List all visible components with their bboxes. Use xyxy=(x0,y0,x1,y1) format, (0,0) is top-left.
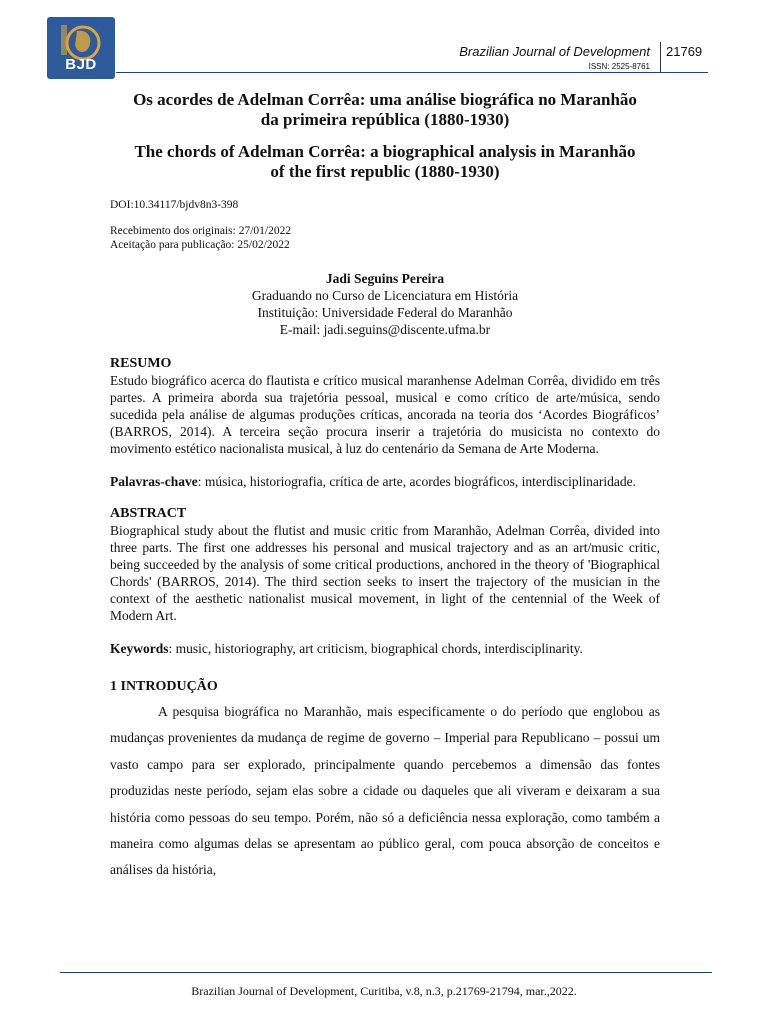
title-pt-line1: Os acordes de Adelman Corrêa: uma análise biográfica no Maranhão xyxy=(133,90,637,109)
introduction-heading: 1 INTRODUÇÃO xyxy=(110,679,218,694)
doi: DOI:10.34117/bjdv8n3-398 xyxy=(110,199,239,211)
palavras-chave-label: Palavras-chave xyxy=(110,474,198,489)
logo-text: BJD xyxy=(65,56,97,73)
dates xyxy=(110,224,660,252)
author-email: E-mail: jadi.seguins@discente.ufma.br xyxy=(279,322,491,337)
accepted-date: Aceitação para publicação: 25/02/2022 xyxy=(110,239,290,251)
resumo-heading: RESUMO xyxy=(110,356,172,371)
article-content xyxy=(110,90,660,884)
abstract-text: Biographical study about the flutist and music critic from Maranhão, Adelman Corrêa, divided into three parts. The first one addresses his personal and musical trajectory and as an art/music critic, being succeeded by the analysis of some critical productions, anchored in the theory of 'Biographical Chords' (BARROS, 2014). The third section seeks to insert the trajectory of the musician in the context of the aesthetic nationalist musical movement, in light of the centennial of the Week of Modern Art. xyxy=(110,523,660,623)
author-block xyxy=(110,270,660,338)
resumo-text: Estudo biográfico acerca do flautista e crítico musical maranhense Adelman Corrêa, dividido em três partes. A primeira aborda sua trajetória pessoal, musical e como crítico de arte/música, sendo sucedida pela análise de algumas produções críticas, ancorada na teoria dos ‘Acordes Biográficos’ (BARROS, 2014). A terceira seção procura inserir a trajetória do musicista no contexto do movimento estético nacionalista musical, à luz do centenário da Semana de Arte Moderna. xyxy=(110,373,660,456)
footer-citation: Brazilian Journal of Development, Curitiba, v.8, n.3, p.21769-21794, mar.,2022. xyxy=(191,984,577,998)
abstract-section xyxy=(110,506,660,624)
palavras-chave xyxy=(110,473,660,490)
introduction-text: A pesquisa biográfica no Maranhão, mais especificamente o do período que englobou as mudanças provenientes da mudança de regime de governo – Imperial para Republicano – possui um vasto campo para ser explorado, principalmente quando percebemos a dimensão das fontes produzidas neste período, sejam elas sobre a cidade ou daqueles que ali viveram e deixaram a sua história como pessoas do seu tempo. Porém, não só a deficiência nessa exploração, como também a maneira como algumas delas se apresentam ao público geral, com pouca absorção de conceitos e análises da história, xyxy=(110,704,660,878)
keywords-text: : music, historiography, art criticism, biographical chords, interdisciplinarity. xyxy=(168,641,583,656)
author-affiliation-course: Graduando no Curso de Licenciatura em História xyxy=(251,288,519,303)
keywords-label: Keywords xyxy=(110,641,169,656)
footer-rule xyxy=(60,972,712,973)
author-affiliation-institution: Instituição: Universidade Federal do Maranhão xyxy=(257,305,513,320)
header-rule xyxy=(116,72,708,73)
received-date: Recebimento dos originais: 27/01/2022 xyxy=(110,225,292,237)
palavras-chave-text: : música, historiografia, crítica de arte, acordes biográficos, interdisciplinaridade. xyxy=(197,474,636,489)
header-divider xyxy=(660,42,661,72)
journal-logo xyxy=(47,17,115,79)
title-en-line1: The chords of Adelman Corrêa: a biographical analysis in Maranhão xyxy=(134,142,636,161)
keywords xyxy=(110,640,660,657)
page-number: 21769 xyxy=(666,44,703,59)
title-portuguese xyxy=(110,90,660,130)
title-pt-line2: da primeira república (1880-1930) xyxy=(260,110,510,129)
title-en-line2: of the first republic (1880-1930) xyxy=(270,162,500,181)
issn: ISSN: 2525-8761 xyxy=(588,62,650,71)
abstract-heading: ABSTRACT xyxy=(110,506,187,521)
author-name: Jadi Seguins Pereira xyxy=(325,271,445,286)
journal-name: Brazilian Journal of Development xyxy=(459,44,650,59)
title-english xyxy=(110,142,660,182)
resumo-section xyxy=(110,356,660,457)
